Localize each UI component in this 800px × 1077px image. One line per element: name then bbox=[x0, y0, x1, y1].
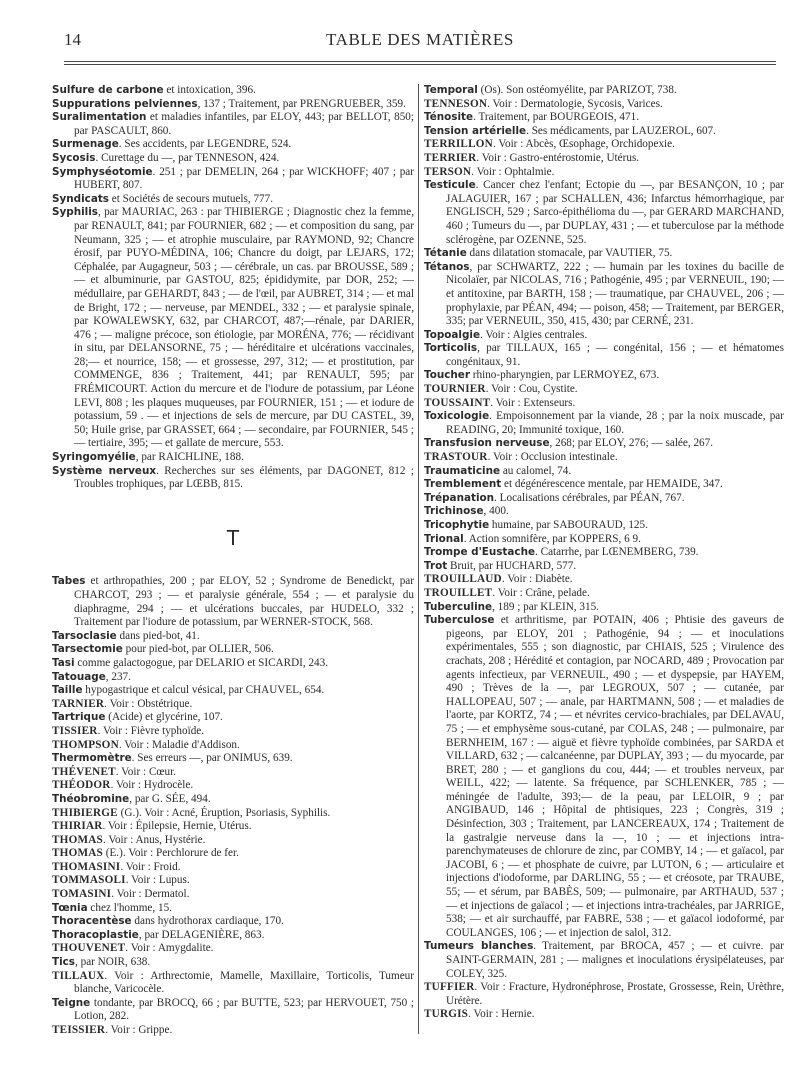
entry-text: et arthritisme, par POTAIN, 406 ; Phtisie des gaveurs de pigeons, par ELOY, 201 ; Pathogénie, 94 ; — et inoculations expérimentales, 555 ; son diagnostic, par CHIAIS, 525 ; Virulence des crachats, 208 ; Hérédité et contagion, par NOCARD, 489 ; Provocation par agents infectieux, par VERNEUIL, 490 ; — et dyspepsie, par HAYEM, 490 ; Trèves de la —, par LEGROUX, 507 ; — cutanée, par HALLOPEAU, 507 ; — anale, par HARTMANN, 508 ; — et maladies de l'aorte, par KORTZ, 74 ; — et névrites cervico-brachiales, par DELAVAU, 75 ; — et emphysème sous-cutané, par COLAS, 248 ; — pulmonaire, par BERNHEIM, 167 : — aiguë et fièvre typhoïde combinées, par SARDA et VILLARD, 632 ; — calcanéenne, par DUPLAY, 393 ; — du myocarde, par BRET, 280 ; — et ganglions du cou, 444; — et troubles nerveux, par WEILL, 422; — latente. Sa fréquence, par SCHLENKER, 785 ; — méningée de l'adulte, 393;— de la peau, par LELOIR, 9 ; par ANGIBAUD, 146 ; Hôpital de phtisiques, 223 ; Congrès, 319 ; Désinfection, 303 ; Traitement, par LANCEREAUX, 174 ; Traitement de la gastralgie nerveuse dans la —, 10 ; — et injections intra-parenchymateuses de chlorure de zinc, par COMBY, 14 ; — et gaïacol, par JACOBI, 6 ; — et phosphate de cuivre, par LUTON, 6 ; — articulaire et injections d'iodoforme, par DARLING, 55 ; — et créosote, par TRAUBE, 55; — et sérum, par BABÈS, 509; — pulmonaire, par ARTHAUD, 537 ; — et injections de gaïacol ; — et injections intra-trachéales, par JARRIGE, 538; — et air surchauffé, par FABRE, 538 ; — et gaïacol iodoformé, par COULANGES, 106 ; — et injection de salol, 312. bbox=[446, 614, 784, 939]
entry-text: . Voir : Cœur. bbox=[115, 765, 176, 778]
entry-heading: Testicule bbox=[424, 179, 476, 192]
header-rule-thin bbox=[64, 64, 776, 65]
index-entry bbox=[424, 397, 784, 411]
index-entry bbox=[424, 369, 784, 383]
index-entry bbox=[424, 587, 784, 601]
entry-heading: THÉVENET bbox=[52, 765, 116, 778]
entry-heading: THOMAS bbox=[52, 847, 103, 860]
entry-text: et arthropathies, 200 ; par ELOY, 52 ; Syndrome de Benedickt, par CHARCOT, 293 ; — et paralysie générale, 554 ; — et paralysie du diaphragme, 294 ; — et ulcérations buccales, par HUDELO, 332 ; Traitement par l'iodure de potassium, par WERNER-STOCK, 568. bbox=[74, 575, 414, 629]
page-header bbox=[64, 30, 776, 54]
index-entry bbox=[52, 166, 414, 193]
entry-text: . Voir : Cou, Cystite. bbox=[485, 383, 578, 396]
index-entry bbox=[424, 329, 784, 343]
entry-text: humaine, par SABOURAUD, 125. bbox=[489, 519, 648, 531]
index-entry bbox=[424, 342, 784, 369]
entry-text: . Voir : Obstétrique. bbox=[104, 697, 193, 710]
entry-heading: Tasi bbox=[52, 656, 75, 669]
entry-text: (E.). Voir : Perchlorure de fer. bbox=[102, 847, 239, 860]
entry-heading: Trional bbox=[424, 532, 464, 545]
index-entry bbox=[424, 519, 784, 533]
entry-heading: Trépanation bbox=[424, 491, 495, 504]
entry-heading: Théobromine bbox=[52, 792, 130, 805]
entry-text: . Voir : Hernie. bbox=[468, 1008, 535, 1021]
index-entry bbox=[424, 437, 784, 451]
entry-heading: THIBIERGE bbox=[52, 806, 118, 819]
entries-s bbox=[52, 84, 414, 492]
entry-text: . Voir : Anus, Hystérie. bbox=[102, 833, 206, 846]
index-entry bbox=[52, 956, 414, 970]
column-divider bbox=[418, 84, 419, 1034]
entry-heading: Sulfure de carbone bbox=[52, 84, 164, 96]
entry-heading: Tabes bbox=[52, 575, 86, 588]
index-entry bbox=[52, 970, 414, 997]
index-entry bbox=[424, 125, 784, 139]
index-entry bbox=[52, 152, 414, 166]
entry-heading: Trichinose bbox=[424, 505, 484, 518]
index-entry bbox=[52, 643, 414, 657]
entry-text: . Voir : Maladie d'Addison. bbox=[118, 738, 240, 751]
entry-text: rhino-pharyngien, par LERMOYEZ, 673. bbox=[469, 369, 660, 382]
entry-text: (Acide) et glycérine, 107. bbox=[105, 711, 223, 724]
entry-heading: Ténosite bbox=[424, 111, 474, 124]
index-entry bbox=[424, 111, 784, 125]
entry-text: . Voir : Algies centrales. bbox=[480, 328, 588, 341]
entries-t bbox=[52, 575, 414, 1037]
entry-text: . Voir : Arthrectomie, Mamelle, Maxillaire, Torticolis, Tumeur blanche, Varicocèle. bbox=[74, 969, 414, 996]
index-entry bbox=[52, 451, 414, 465]
entry-text: , par DELAGENIÈRE, 863. bbox=[138, 928, 265, 941]
entry-text: , 237. bbox=[105, 670, 131, 683]
entry-text: . Voir : Extenseurs. bbox=[490, 396, 576, 409]
entry-text: . Voir : Fièvre typhoïde. bbox=[97, 724, 205, 737]
entry-heading: Trompe d'Eustache bbox=[424, 546, 536, 559]
index-entry bbox=[52, 834, 414, 848]
entry-text: . Action somnifère, par KOPPERS, 6 9. bbox=[463, 532, 641, 545]
right-column bbox=[424, 84, 784, 1022]
index-entry bbox=[52, 630, 414, 644]
entry-text: . Voir : Fracture, Hydronéphrose, Prostate, Grossesse, Rein, Urèthre, Urétère. bbox=[446, 981, 784, 1007]
running-title: TABLE DES MATIÈRES bbox=[326, 30, 514, 49]
entry-heading: TERRILLON bbox=[424, 138, 493, 151]
index-entry bbox=[52, 766, 414, 780]
entry-heading: TEISSIER bbox=[52, 1024, 106, 1036]
index-entry bbox=[52, 698, 414, 712]
entry-heading: TROUILLAUD bbox=[424, 573, 502, 586]
entry-text: (Os). Son ostéomyélite, par PARIZOT, 738. bbox=[477, 84, 677, 96]
index-entry bbox=[52, 684, 414, 698]
index-entry bbox=[52, 739, 414, 753]
entry-text: . Voir : Grippe. bbox=[105, 1024, 173, 1036]
entry-text: , 268; par ELOY, 276; — salée, 267. bbox=[549, 437, 714, 450]
entry-text: . Voir : Lupus. bbox=[125, 874, 190, 887]
entry-heading: Suppurations pelviennes bbox=[52, 97, 198, 110]
entry-heading: Tics bbox=[52, 956, 75, 969]
entry-text: . Traitement, par BROCA, 457 ; — et cuivre. par SAINT-GERMAIN, 281 ; — malignes et inoculations érysipélateuses, par COLEY, 325. bbox=[446, 940, 784, 980]
entry-text: et maladies infantiles, par ELOY, 443; par BELLOT, 850; par PASCAULT, 860. bbox=[74, 111, 414, 137]
index-entry bbox=[52, 671, 414, 685]
entry-text: . Catarrhe, par LŒNEMBERG, 739. bbox=[535, 546, 699, 559]
index-entry bbox=[52, 874, 414, 888]
index-entry bbox=[52, 725, 414, 739]
entry-text: , 189 ; par KLEIN, 315. bbox=[492, 600, 599, 613]
entry-text: , par MAURIAC, 263 : par THIBIERGE ; Diagnostic chez la femme, par RENAULT, 841; par FOURNIER, 682 ; — et composition du sang, par Neumann, 325 ; — et atrophie musculaire, par RAYMOND, 92; Chancre érosif, par PUYO-MÉDINA, 106; Chancre du doigt, par LEJARS, 172; Céphalée, par Augagneur, 503 ; — cérébrale, un cas. par BROUSSE, 589 ; — et albuminurie, par GASTOU, 825; épididymite, par DOR, 252; — médullaire, par GEHARDT, 843 ; — de l'œil, par AUBRET, 314 ; — et mal de Bright, 172 ; — nerveuse, par MENDEL, 332 ; — et paralysie spinale, par KOWALEWSKY, 632, par CHARCOT, 487;—rénale, par DARIER, 476 ; — maligne précoce, son étiologie, par MORÉNA, 776; — récidivant in situ, par DELANSORNE, 75 ; — héréditaire et ulcérations vaccinales, 28;— et nourrice, 158; — et grossesse, 297, 312; — et prostitution, par COMMENGE, 836 ; Traitement, 441; par RENAULT, 595; par FRÉMICOURT. Action du mercure et de l'iodure de potassium, par Léone LEVI, 808 ; les plaques muqueuses, par FOURNIER, 151 ; — et iodure de potassium, 59 . — et injections de sels de mercure, par DU CASTEL, 39, 50; Huile grise, par GRASSET, 664 ; — secondaire, par FOURNIER, 545 ; — tertiaire, 395; — et gallate de mercure, 553. bbox=[74, 206, 414, 450]
entry-heading: Tétanos bbox=[424, 260, 470, 273]
entry-text: . Ses médicaments, par LAUZEROL, 607. bbox=[526, 124, 716, 137]
index-entry bbox=[52, 888, 414, 902]
left-column bbox=[52, 84, 414, 1038]
index-entry bbox=[424, 478, 784, 492]
index-entry bbox=[52, 575, 414, 629]
entry-text: . Recherches sur ses éléments, par DAGONET, 812 ; Troubles trophiques, par LŒBB, 815. bbox=[74, 464, 414, 491]
entry-text: , par G. SÉE, 494. bbox=[129, 792, 211, 805]
entry-heading: TERRIER bbox=[424, 151, 477, 164]
index-entry bbox=[52, 193, 414, 207]
index-entry bbox=[424, 940, 784, 981]
entry-heading: Teigne bbox=[52, 996, 91, 1009]
index-entry bbox=[424, 465, 784, 479]
index-entry bbox=[424, 546, 784, 560]
index-entry bbox=[424, 166, 784, 180]
entry-heading: THOMPSON bbox=[52, 738, 119, 751]
index-entry bbox=[424, 573, 784, 587]
index-entry bbox=[52, 138, 414, 152]
index-entry bbox=[424, 505, 784, 519]
entry-text: . Voir : Dermatol. bbox=[111, 888, 190, 901]
index-entry bbox=[52, 997, 414, 1024]
entry-heading: TRASTOUR bbox=[424, 451, 488, 464]
entry-heading: Thoracentèse bbox=[52, 915, 132, 928]
entry-heading: Tarsectomie bbox=[52, 643, 123, 656]
entry-text: dans hydrothorax cardiaque, 170. bbox=[131, 915, 284, 928]
index-entry bbox=[52, 111, 414, 138]
entry-heading: Traumaticine bbox=[424, 464, 501, 477]
entry-heading: TUFFIER bbox=[424, 981, 475, 994]
entry-text: , par TILLAUX, 165 ; — congénital, 156 ; — et hématomes congénitaux, 91. bbox=[446, 342, 784, 368]
index-entry bbox=[52, 752, 414, 766]
entry-text: . Voir : Ophtalmie. bbox=[471, 165, 555, 178]
entry-heading: THIRIAR bbox=[52, 820, 103, 833]
entry-text: tondante, par BROCQ, 66 ; par BUTTE, 523; par HERVOUET, 750 ; Lotion, 282. bbox=[74, 996, 414, 1023]
entry-text: , par RAICHLINE, 188. bbox=[135, 451, 244, 464]
entry-text: , par SCHWARTZ, 222 ; — humain par les toxines du bacille de Nicolaïer, par NICOLAS, 716 ; Pathogénie, 495 ; par VERNEUIL, 190; — et antitoxine, par BARTH, 158 ; — traumatique, par CHAUVEL, 206 ; — prophylaxie, par PÉAN, 494; — poison, 458; — Traitement, par BERGER, 335; par VERNEUIL, 350, 415, 430; par CERNÉ, 231. bbox=[446, 260, 784, 328]
entry-text: , 137 ; Traitement, par PRENGRUEBER, 359. bbox=[197, 97, 406, 110]
index-entry bbox=[52, 657, 414, 671]
entry-text: pour pied-bot, par OLLIER, 506. bbox=[122, 643, 274, 656]
entry-heading: Tension artérielle bbox=[424, 124, 527, 137]
entry-text: . Voir : Épilepsie, Hernie, Utérus. bbox=[102, 820, 252, 833]
index-entry bbox=[52, 820, 414, 834]
entry-heading: Topoalgie bbox=[424, 328, 481, 341]
entry-text: (G.). Voir : Acné, Éruption, Psoriasis, Syphilis. bbox=[117, 806, 331, 819]
index-entry bbox=[424, 451, 784, 465]
entry-heading: Thoracoplastie bbox=[52, 928, 139, 941]
index-entry bbox=[424, 560, 784, 574]
entry-text: Bruit, par HUCHARD, 577. bbox=[447, 559, 577, 572]
entry-text: . Voir : Dermatologie, Sycosis, Varices. bbox=[487, 97, 663, 110]
entry-heading: Tartrique bbox=[52, 711, 106, 724]
entry-heading: TOMMASOLI bbox=[52, 874, 126, 887]
index-entry bbox=[424, 179, 784, 247]
entry-text: dans pied-bot, 41. bbox=[116, 629, 200, 642]
index-entry bbox=[424, 1008, 784, 1022]
entry-heading: TILLAUX bbox=[52, 969, 105, 982]
index-entry bbox=[52, 779, 414, 793]
entry-text: comme galactogogue, par DELARIO et SICARDI, 243. bbox=[74, 656, 329, 669]
index-entry bbox=[424, 247, 784, 261]
entry-text: . Cancer chez l'enfant; Ectopie du —, par BESANÇON, 10 ; par JALAGUIER, 167 ; par SCHALLEN, 436; Infarctus hémorrhagique, par ENGLISCH, 529 ; Sarco-épithélioma du —, par GERARD MARCHAND, 460 ; Tumeurs du —, par DUPLAY, 431 ; — et tuberculose par la méthode sclérogène, par OZENNE, 525. bbox=[446, 179, 784, 246]
entry-heading: TOUSSAINT bbox=[424, 396, 491, 409]
index-entry bbox=[424, 492, 784, 506]
index-entry bbox=[424, 98, 784, 112]
entry-heading: Tricophytie bbox=[424, 519, 490, 531]
entry-heading: Temporal bbox=[424, 84, 478, 96]
entry-heading: Torticolis bbox=[424, 342, 478, 355]
entry-text: . Localisations cérébrales, par PÉAN, 767. bbox=[494, 491, 685, 504]
entry-heading: Taille bbox=[52, 684, 83, 697]
index-entry bbox=[424, 533, 784, 547]
entry-text: . Voir : Amygdalite. bbox=[125, 942, 214, 955]
entry-heading: Syndicats bbox=[52, 192, 109, 205]
entry-heading: TERSON bbox=[424, 165, 472, 178]
index-entry bbox=[52, 929, 414, 943]
index-entry bbox=[424, 383, 784, 397]
section-letter: T bbox=[226, 525, 240, 550]
index-entry bbox=[52, 847, 414, 861]
entry-heading: Tœnia bbox=[52, 901, 88, 914]
entry-heading: Sycosis bbox=[52, 151, 96, 164]
entry-heading: Toxicologie bbox=[424, 410, 490, 423]
entry-heading: TROUILLET bbox=[424, 586, 493, 599]
index-entry bbox=[52, 206, 414, 451]
entry-text: . Voir : Abcès, Œsophage, Orchidopexie. bbox=[492, 138, 675, 151]
entry-heading: TARNIER bbox=[52, 697, 105, 710]
entry-heading: THOUVENET bbox=[52, 942, 126, 955]
entry-heading: Trot bbox=[424, 559, 448, 572]
index-entry bbox=[424, 138, 784, 152]
entry-heading: Tuberculose bbox=[424, 614, 495, 627]
entry-text: , 400. bbox=[483, 505, 509, 518]
entry-heading: THOMASINI bbox=[52, 860, 121, 873]
entry-text: au calomel, 74. bbox=[500, 464, 572, 477]
entry-heading: Syringomyélie bbox=[52, 451, 136, 464]
entry-text: chez l'homme, 15. bbox=[87, 901, 172, 914]
entry-heading: TOMASINI bbox=[52, 888, 112, 901]
entry-text: . Voir : Diabète. bbox=[501, 573, 573, 586]
index-entry bbox=[52, 861, 414, 875]
entry-text: . Voir : Hydrocèle. bbox=[110, 779, 194, 792]
entry-heading: Tremblement bbox=[424, 478, 502, 491]
entry-text: . Voir : Froid. bbox=[120, 860, 181, 873]
entry-heading: Suralimentation bbox=[52, 111, 147, 124]
entry-text: . Voir : Gastro-entérostomie, Utérus. bbox=[476, 151, 640, 164]
entry-heading: Symphyséotomie bbox=[52, 165, 153, 178]
index-entry bbox=[52, 942, 414, 956]
index-entry bbox=[52, 807, 414, 821]
entry-heading: TURGIS bbox=[424, 1008, 469, 1021]
index-entry bbox=[52, 98, 414, 112]
entry-heading: Transfusion nerveuse bbox=[424, 437, 550, 450]
index-entry bbox=[424, 410, 784, 437]
index-entry bbox=[424, 601, 784, 615]
entry-heading: TISSIER bbox=[52, 724, 98, 737]
entry-heading: Tuberculine bbox=[424, 600, 493, 613]
entry-heading: Tétanie bbox=[424, 247, 467, 260]
entry-text: . Ses erreurs —, par ONIMUS, 639. bbox=[131, 752, 293, 765]
entry-text: et dégénérescence mentale, par HEMAIDE, 347. bbox=[501, 478, 723, 491]
entry-text: dans dilatation stomacale, par VAUTIER, 75. bbox=[466, 247, 673, 260]
entry-text: et intoxication, 396. bbox=[163, 84, 256, 96]
entry-heading: Syphilis bbox=[52, 206, 98, 219]
entry-heading: Tarsoclasie bbox=[52, 629, 117, 642]
index-entry bbox=[52, 793, 414, 807]
entry-heading: Système nerveux bbox=[52, 464, 157, 477]
page-number: 14 bbox=[64, 30, 81, 49]
entry-text: et Sociétés de secours mutuels, 777. bbox=[108, 192, 274, 205]
entry-text: . Empoisonnement par la viande, 28 ; par la noix muscade, par READING, 20; Immunité toxique, 160. bbox=[446, 410, 784, 436]
index-entry bbox=[52, 902, 414, 916]
entry-heading: THÉODOR bbox=[52, 779, 111, 792]
entry-heading: Surmenage bbox=[52, 138, 119, 151]
entry-heading: Toucher bbox=[424, 369, 470, 382]
entry-text: , par NOIR, 638. bbox=[75, 956, 151, 969]
entry-heading: Thermomètre bbox=[52, 752, 132, 765]
entry-text: . Traitement, par BOURGEOIS, 471. bbox=[473, 111, 640, 124]
index-entry bbox=[424, 84, 784, 98]
index-entry bbox=[424, 981, 784, 1008]
index-entry bbox=[424, 614, 784, 940]
entry-heading: TENNESON bbox=[424, 97, 488, 110]
index-entry bbox=[52, 84, 414, 98]
entry-text: . Voir : Occlusion intestinale. bbox=[487, 451, 618, 464]
index-entry bbox=[52, 465, 414, 492]
entry-text: . Voir : Crâne, pelade. bbox=[492, 586, 590, 599]
entry-heading: TOURNIER bbox=[424, 383, 486, 396]
index-entry bbox=[52, 915, 414, 929]
index-entry bbox=[424, 261, 784, 329]
entry-text: hypogastrique et calcul vésical, par CHAUVEL, 654. bbox=[82, 684, 325, 697]
index-entry bbox=[52, 1024, 414, 1038]
header-rule bbox=[64, 61, 776, 62]
index-entry bbox=[424, 152, 784, 166]
entry-heading: Tatouage bbox=[52, 670, 106, 683]
entry-text: . Curettage du —, par TENNESON, 424. bbox=[95, 151, 280, 164]
index-entry bbox=[52, 711, 414, 725]
entry-text: . Ses accidents, par LEGENDRE, 524. bbox=[118, 138, 292, 151]
entry-heading: THOMAS bbox=[52, 833, 103, 846]
entry-text: . 251 ; par DEMELIN, 264 ; par WICKHOFF; 407 ; par HUBERT, 807. bbox=[74, 165, 414, 192]
entry-heading: Tumeurs blanches bbox=[424, 940, 534, 953]
